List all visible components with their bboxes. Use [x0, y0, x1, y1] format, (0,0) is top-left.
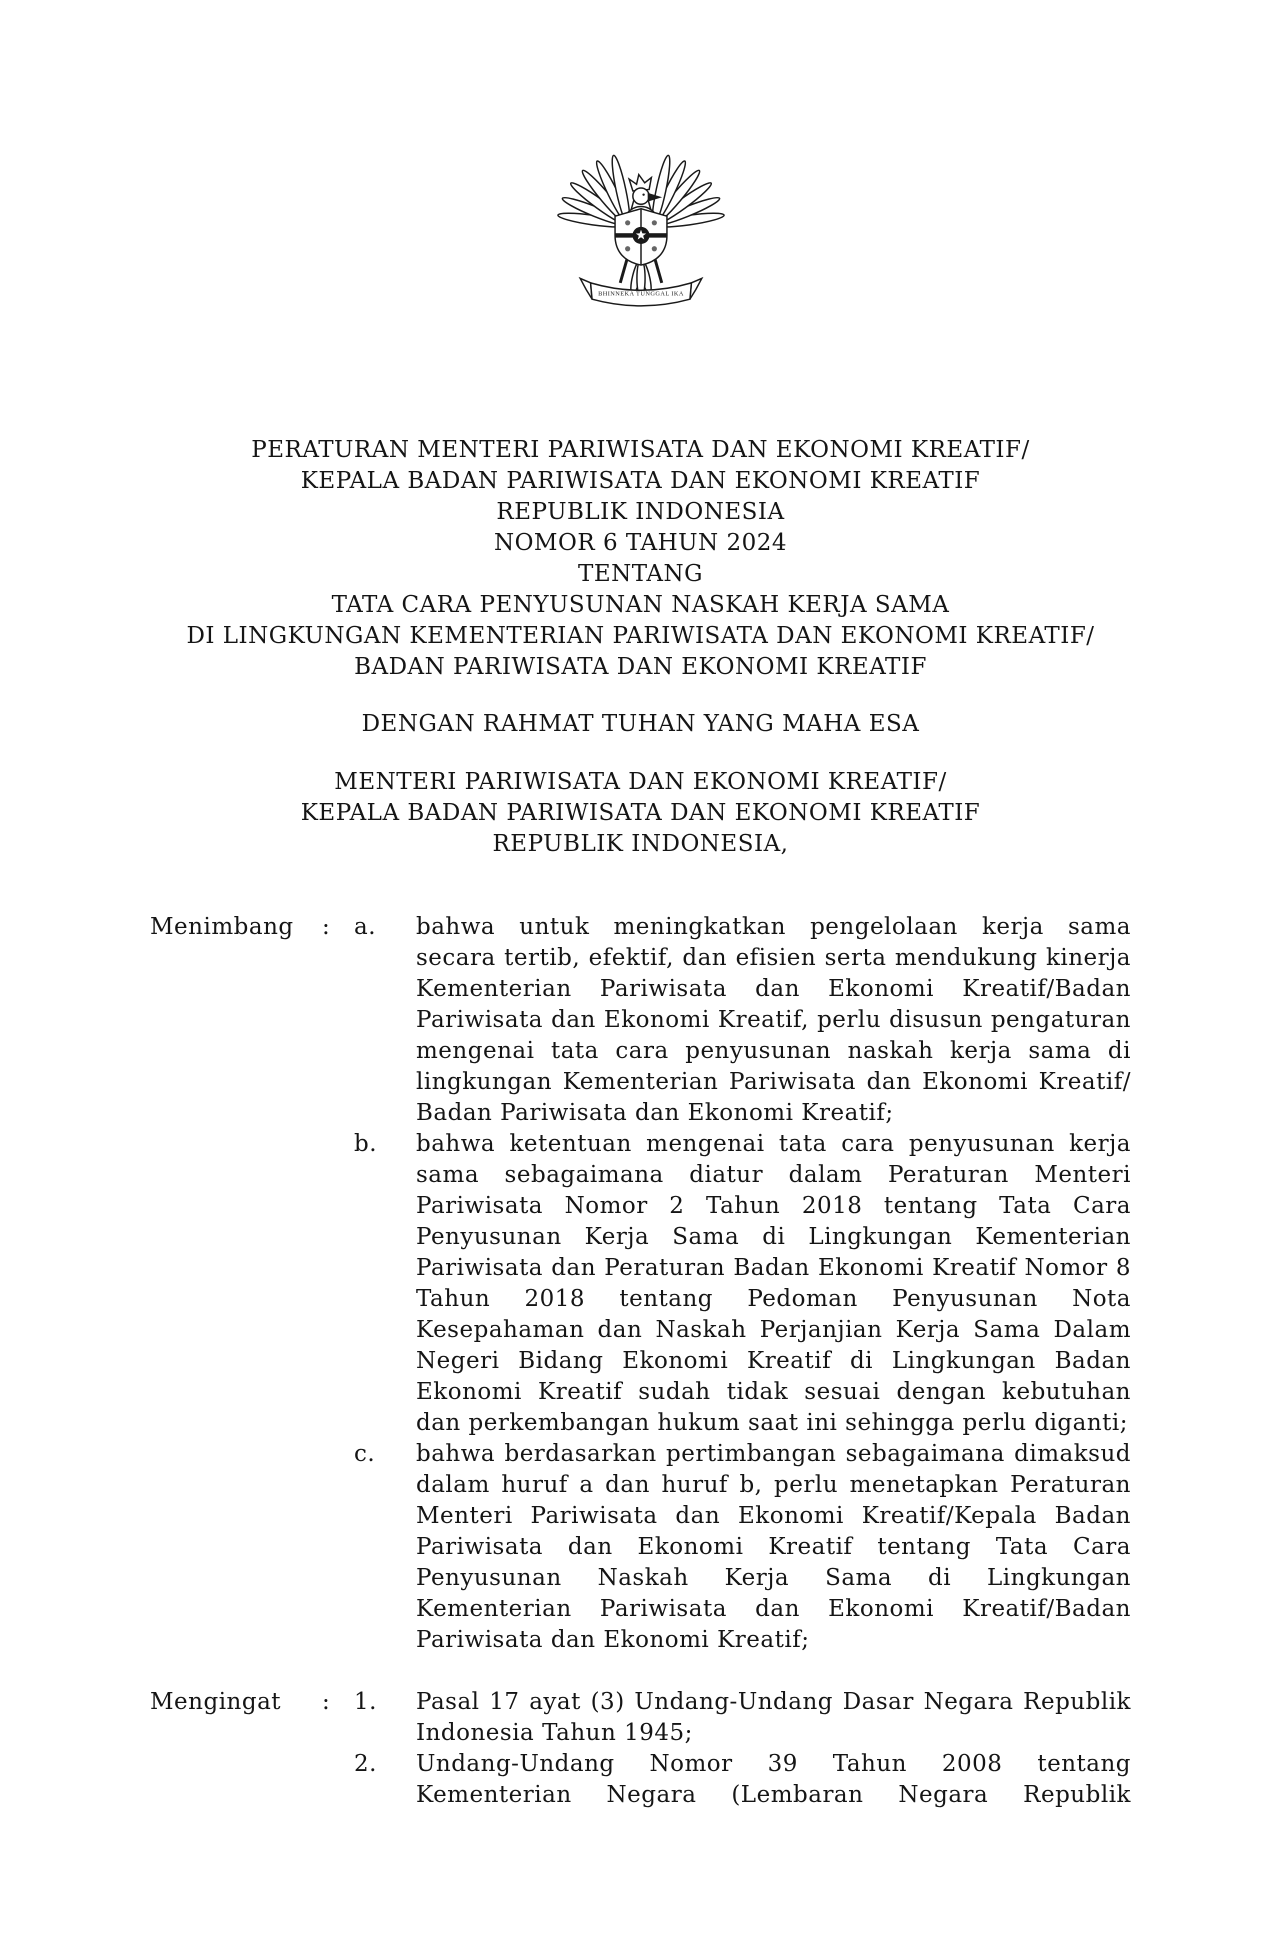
legal-basis-section: [150, 1687, 1131, 1811]
legal-basis-label: Mengingat: [150, 1689, 282, 1715]
title-line-6: TATA CARA PENYUSUNAN NASKAH KERJA SAMA: [331, 592, 950, 618]
item-marker: 2.: [354, 1751, 377, 1777]
pancasila-shield: [615, 209, 667, 265]
item-text: Pasal 17 ayat (3) Undang-Undang Dasar Negara Republik Indonesia Tahun 1945;: [416, 1689, 1131, 1746]
motto-text: BHINNEKA TUNGGAL IKA: [597, 290, 684, 298]
title-line-2: KEPALA BADAN PARIWISATA DAN EKONOMI KREATIF: [300, 468, 981, 494]
item-marker: a.: [354, 914, 377, 940]
authority-line-2: KEPALA BADAN PARIWISATA DAN EKONOMI KREATIF: [300, 800, 981, 826]
colon-separator: :: [322, 914, 331, 940]
item-marker: b.: [354, 1131, 378, 1157]
title-line-8: BADAN PARIWISATA DAN EKONOMI KREATIF: [354, 654, 927, 680]
considering-item-c: [150, 1439, 1131, 1656]
title-line-3: REPUBLIK INDONESIA: [496, 499, 785, 525]
garuda-pancasila-emblem: [552, 142, 730, 314]
item-marker: 1.: [354, 1689, 377, 1715]
legal-basis-item-2: [150, 1749, 1131, 1811]
considering-section: [150, 912, 1131, 1656]
legal-basis-item-1: [150, 1687, 1131, 1749]
title-line-7: DI LINGKUNGAN KEMENTERIAN PARIWISATA DAN EKONOMI KREATIF/: [186, 623, 1095, 649]
authority-line-3: REPUBLIK INDONESIA,: [492, 831, 789, 857]
item-text: bahwa berdasarkan pertimbangan sebagaimana dimaksud dalam huruf a dan huruf b, perlu menetapkan Peraturan Menteri Pariwisata dan Ekonomi Kreatif/Kepala Badan Pariwisata dan Ekonomi Kreatif tentang Tata Cara Penyusunan Naskah Kerja Sama di Lingkungan Kementerian Pariwisata dan Ekonomi Kreatif/Badan Pariwisata dan Ekonomi Kreatif;: [416, 1441, 1131, 1653]
considering-item-b: [150, 1129, 1131, 1439]
emblem-container: [150, 0, 1131, 323]
title-line-5: TENTANG: [578, 561, 703, 587]
authority-line-1: MENTERI PARIWISATA DAN EKONOMI KREATIF/: [334, 769, 947, 795]
item-text: Undang-Undang Nomor 39 Tahun 2008 tentang Kementerian Negara (Lembaran Negara Republik: [416, 1751, 1131, 1808]
considering-item-a: [150, 912, 1131, 1129]
invocation-line: DENGAN RAHMAT TUHAN YANG MAHA ESA: [361, 711, 920, 737]
authority-block: [150, 767, 1131, 860]
considering-label: Menimbang: [150, 914, 294, 940]
item-text: bahwa ketentuan mengenai tata cara penyusunan kerja sama sebagaimana diatur dalam Peraturan Menteri Pariwisata Nomor 2 Tahun 2018 tentang Tata Cara Penyusunan Kerja Sama di Lingkungan Kementerian Pariwisata dan Peraturan Badan Ekonomi Kreatif Nomor 8 Tahun 2018 tentang Pedoman Penyusunan Nota Kesepahaman dan Naskah Perjanjian Kerja Sama Dalam Negeri Bidang Ekonomi Kreatif di Lingkungan Badan Ekonomi Kreatif sudah tidak sesuai dengan kebutuhan dan perkembangan hukum saat ini sehingga perlu diganti;: [416, 1131, 1131, 1436]
item-marker: c.: [354, 1441, 376, 1467]
title-line-4: NOMOR 6 TAHUN 2024: [493, 530, 788, 556]
document-title-block: [150, 435, 1131, 683]
colon-separator: :: [322, 1689, 331, 1715]
item-text: bahwa untuk meningkatkan pengelolaan kerja sama secara tertib, efektif, dan efisien serta mendukung kinerja Kementerian Pariwisata dan Ekonomi Kreatif/Badan Pariwisata dan Ekonomi Kreatif, perlu disusun pengaturan mengenai tata cara penyusunan naskah kerja sama di lingkungan Kementerian Pariwisata dan Ekonomi Kreatif/ Badan Pariwisata dan Ekonomi Kreatif;: [416, 914, 1131, 1126]
title-line-1: PERATURAN MENTERI PARIWISATA DAN EKONOMI KREATIF/: [251, 437, 1030, 463]
